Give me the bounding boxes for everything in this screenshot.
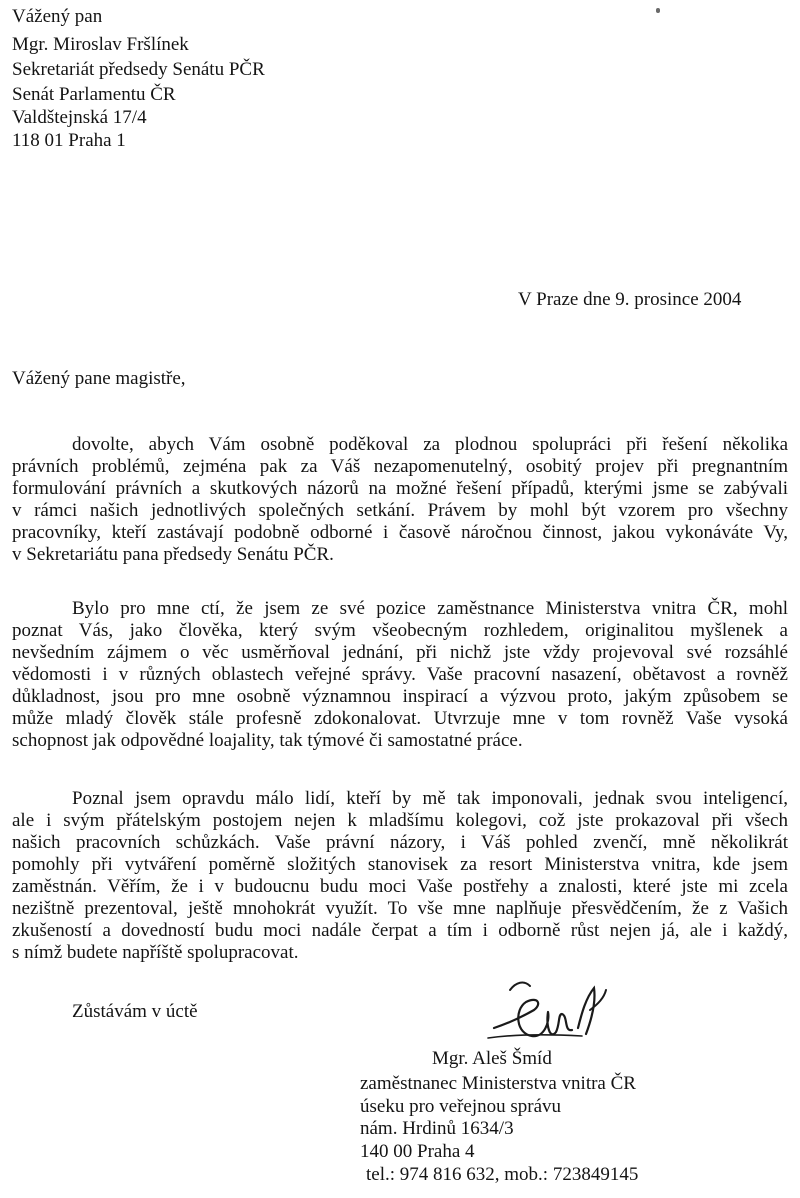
- letter-date: V Praze dne 9. prosince 2004: [518, 289, 742, 310]
- paragraph-line: nezištně prezentoval, ještě mnohokrát využít. To vše mne naplňuje přesvědčením, že z Vašich: [12, 898, 788, 919]
- paragraph-line: důkladnost, jsou pro mne osobně významnou inspirací a výzvou proto, jakým způsobem se: [12, 686, 788, 707]
- handwritten-signature: [486, 968, 616, 1058]
- paragraph-line: poznat Vás, jako člověka, který svým všeobecným rozhledem, originalitou myšlenek a: [12, 620, 788, 641]
- paragraph-line: ale i svým přátelským postojem nejen k mladšímu kolegovi, což jste prokazoval při všech: [12, 810, 788, 831]
- paragraph-line: vědomosti i v různých oblastech veřejné správy. Vaše pracovní nasazení, obětavost a rovněž: [12, 664, 788, 685]
- recipient-department: Sekretariát předsedy Senátu PČR: [12, 59, 265, 80]
- paragraph-line: může mladý člověk stále profesně zdokonalovat. Utvrzuje mne v tom rovněž Vaše vysoká: [12, 708, 788, 729]
- paragraph-line: pracovníky, kteří zastávají podobně odborné i časově náročnou činnost, jakou vykonáváte Vy,: [12, 522, 788, 543]
- sender-position: zaměstnanec Ministerstva vnitra ČR: [360, 1073, 636, 1094]
- sender-contact: tel.: 974 816 632, mob.: 723849145: [366, 1164, 639, 1185]
- paragraph-line: pomohly při vytváření poměrně složitých stanovisek za resort Ministerstva vnitra, kde jsem: [12, 854, 788, 875]
- paragraph-line: dovolte, abych Vám osobně poděkoval za plodnou spolupráci při řešení několika: [72, 434, 788, 455]
- paragraph-line: v Sekretariátu pana předsedy Senátu PČR.: [12, 544, 334, 565]
- paragraph-line: Bylo pro mne ctí, že jsem ze své pozice zaměstnance Ministerstva vnitra ČR, mohl: [72, 598, 788, 619]
- recipient-name: Mgr. Miroslav Fršlínek: [12, 34, 189, 55]
- paragraph-line: zaměstnán. Věřím, že i v budoucnu budu moci Vaše postřehy a znalosti, které jste mi zcela: [12, 876, 788, 897]
- sender-street: nám. Hrdinů 1634/3: [360, 1118, 514, 1139]
- paragraph-line: nevšedním zájmem o věc usměrňoval jednání, při nichž jste vždy projevoval své rozsáhlé: [12, 642, 788, 663]
- sender-name: Mgr. Aleš Šmíd: [432, 1048, 552, 1069]
- paragraph-line: Poznal jsem opravdu málo lidí, kteří by mě tak imponovali, jednak svou inteligencí,: [72, 788, 788, 809]
- recipient-city: 118 01 Praha 1: [12, 130, 126, 151]
- recipient-institution: Senát Parlamentu ČR: [12, 84, 176, 105]
- paragraph-line: našich pracovních schůzkách. Vaše právní názory, i Váš pohled zvenčí, mně několikrát: [12, 832, 788, 853]
- paragraph-line: právních problémů, zejména pak za Váš nezapomenutelný, osobitý projev při pregnantním: [12, 456, 788, 477]
- body-paragraph-2: [12, 598, 788, 752]
- paragraph-line: zkušeností a dovedností budu moci nadále čerpat a tím i odborně růst nejen já, ale i každý,: [12, 920, 788, 941]
- sender-section: úseku pro veřejnou správu: [360, 1096, 562, 1117]
- letter-closing: Zůstávám v úctě: [72, 1001, 198, 1022]
- recipient-greeting: Vážený pan: [12, 6, 103, 27]
- paragraph-line: s nímž budete napříště spolupracovat.: [12, 942, 299, 963]
- sender-city: 140 00 Praha 4: [360, 1141, 475, 1162]
- recipient-street: Valdštejnská 17/4: [12, 107, 147, 128]
- body-paragraph-1: [12, 434, 788, 566]
- paragraph-line: schopnost jak odpovědné loajality, tak týmové či samostatné práce.: [12, 730, 523, 751]
- body-paragraph-3: [12, 788, 788, 964]
- scan-speck: [656, 8, 660, 13]
- paragraph-line: formulování právních a skutkových názorů na možné řešení případů, kterými jsme se zabývali: [12, 478, 788, 499]
- paragraph-line: v rámci našich jednotlivých společných setkání. Právem by mohl být vzorem pro všechny: [12, 500, 788, 521]
- letter-salutation: Vážený pane magistře,: [12, 368, 186, 389]
